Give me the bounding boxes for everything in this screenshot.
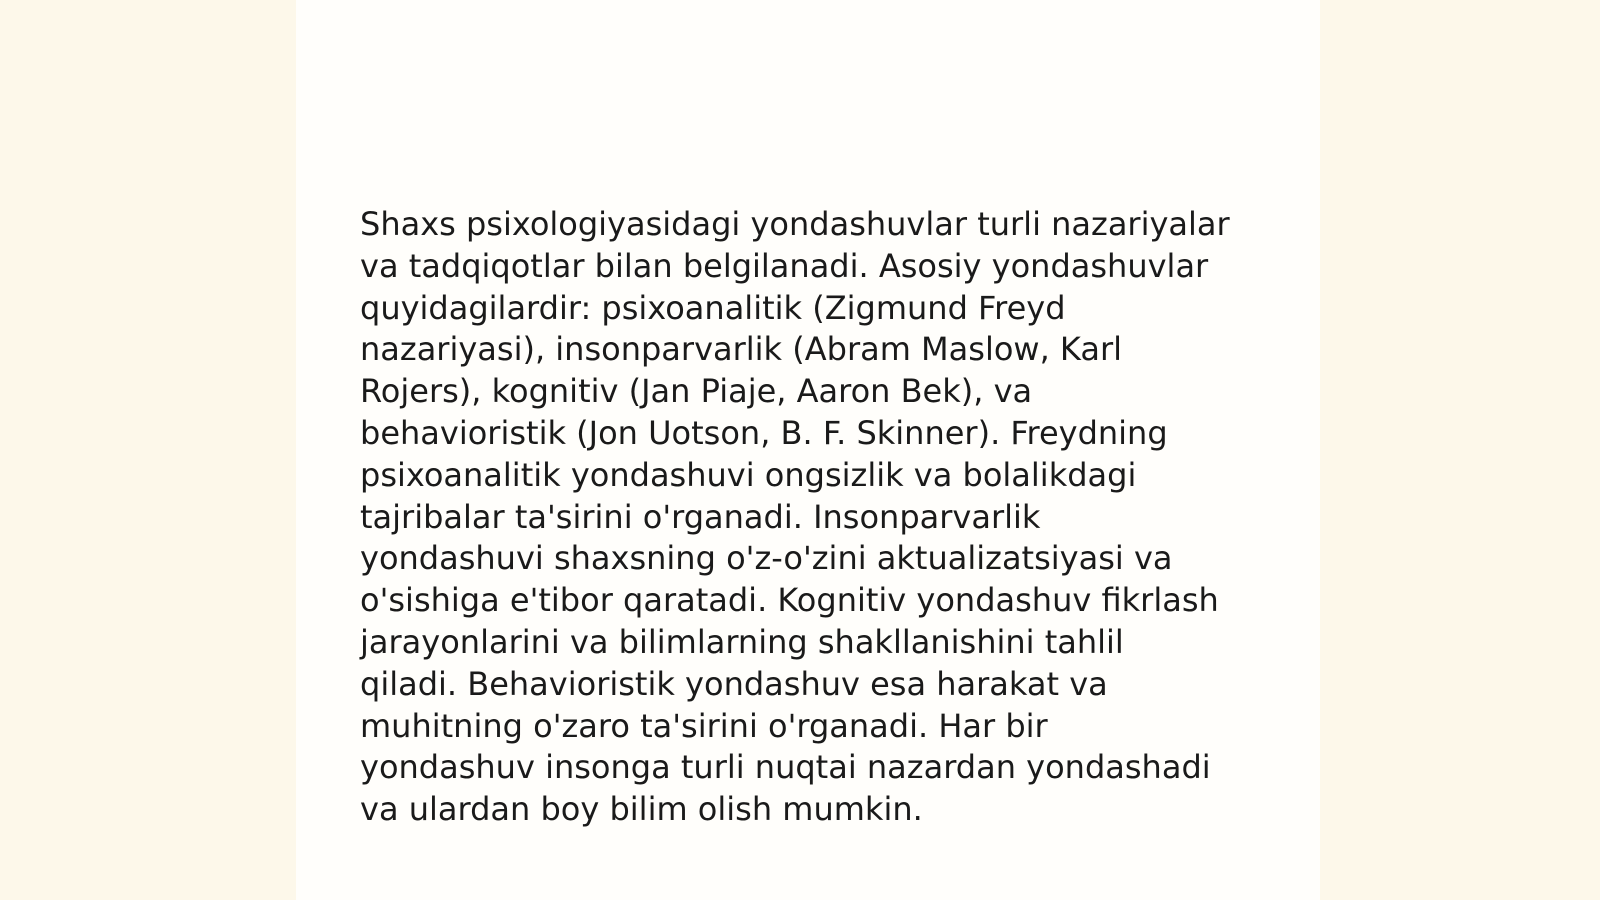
paragraph-line: nazariyasi), insonparvarlik (Abram Maslow, Karl bbox=[360, 330, 1122, 369]
paragraph-line: jarayonlarini va bilimlarning shakllanishini tahlil bbox=[360, 622, 1124, 661]
paragraph-line: o'sishiga e'tibor qaratadi. Kognitiv yondashuv fikrlash bbox=[360, 581, 1219, 620]
paragraph-line: Shaxs psixologiyasidagi yondashuvlar turli nazariyalar bbox=[360, 205, 1230, 243]
body-paragraph bbox=[360, 204, 1260, 831]
paragraph-line: va ulardan boy bilim olish mumkin. bbox=[360, 790, 923, 829]
paragraph-line: va tadqiqotlar bilan belgilanadi. Asosiy yondashuvlar bbox=[360, 246, 1209, 285]
paragraph-line: yondashuv insonga turli nuqtai nazardan yondashadi bbox=[360, 748, 1211, 787]
paragraph-line: behavioristik (Jon Uotson, B. F. Skinner). Freydning bbox=[360, 413, 1168, 452]
paragraph-line: quyidagilardir: psixoanalitik (Zigmund Freyd bbox=[360, 288, 1066, 327]
paragraph-line: qiladi. Behavioristik yondashuv esa harakat va bbox=[360, 664, 1108, 703]
paragraph-line: Rojers), kognitiv (Jan Piaje, Aaron Bek), va bbox=[360, 372, 1033, 411]
paragraph-line: psixoanalitik yondashuvi ongsizlik va bolalikdagi bbox=[360, 455, 1137, 494]
paragraph-line: tajribalar ta'sirini o'rganadi. Insonparvarlik bbox=[360, 497, 1041, 536]
paragraph-line: muhitning o'zaro ta'sirini o'rganadi. Har bir bbox=[360, 706, 1048, 745]
document-sheet bbox=[296, 0, 1320, 900]
paragraph-line: yondashuvi shaxsning o'z-o'zini aktualizatsiyasi va bbox=[360, 539, 1173, 578]
